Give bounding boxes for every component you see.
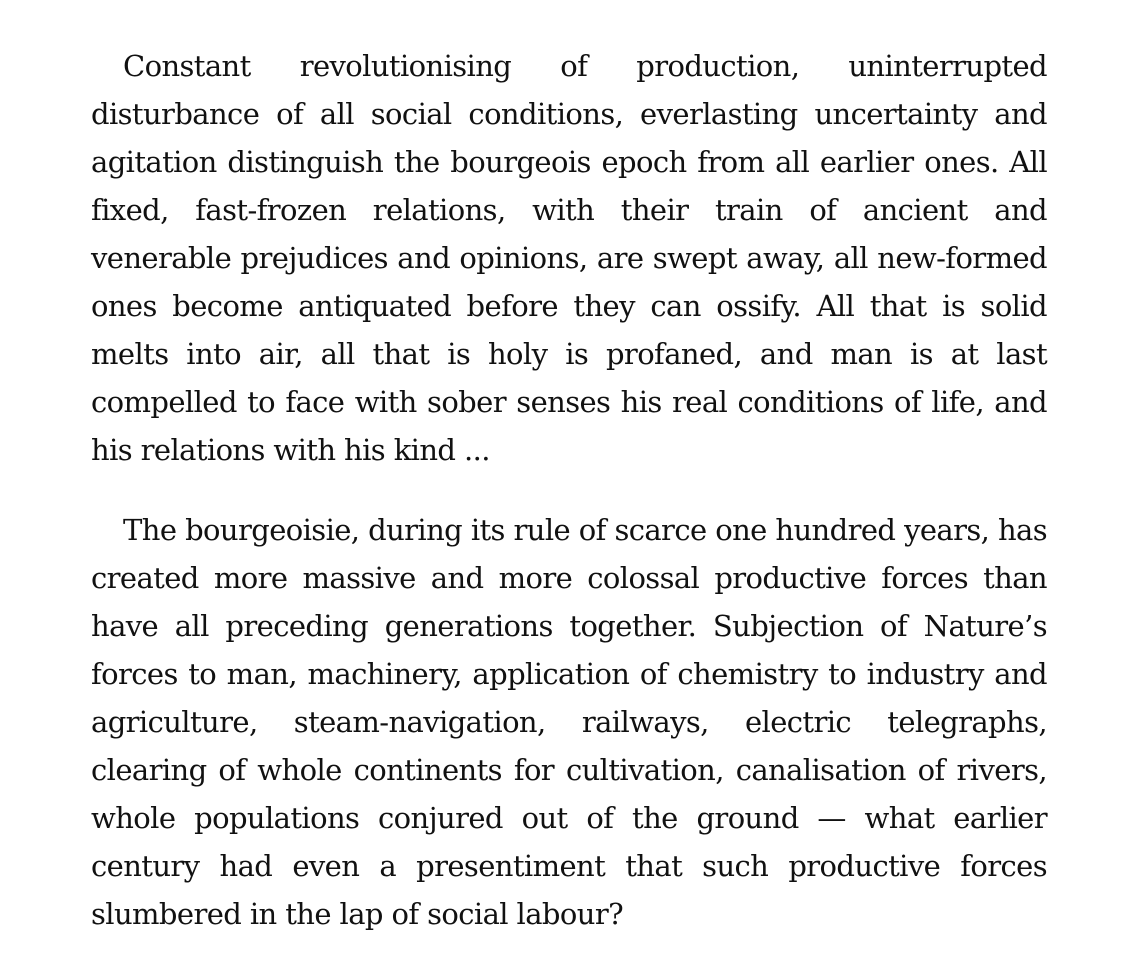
document-page: [91, 42, 1047, 938]
paragraph-1: Constant revolutionising of production, uninterrupted disturbance of all social conditions, everlasting uncertainty and agitation distinguish the bourgeois epoch from all earlier ones. All fixed, fast-frozen relations, with their train of ancient and venerable prejudices and opinions, are swept away, all new-formed ones become antiquated before they can ossify. All that is solid melts into air, all that is holy is profaned, and man is at last compelled to face with sober senses his real conditions of life, and his relations with his kind ...: [91, 49, 1047, 467]
paragraph-2: The bourgeoisie, during its rule of scarce one hundred years, has created more massive and more colossal productive forces than have all preceding generations together. Subjection of Nature’s forces to man, machinery, application of chemistry to industry and agriculture, steam-navigation, railways, electric telegraphs, clearing of whole continents for cultivation, canalisation of rivers, whole populations conjured out of the ground — what earlier century had even a presentiment that such productive forces slumbered in the lap of social labour?: [91, 513, 1047, 931]
